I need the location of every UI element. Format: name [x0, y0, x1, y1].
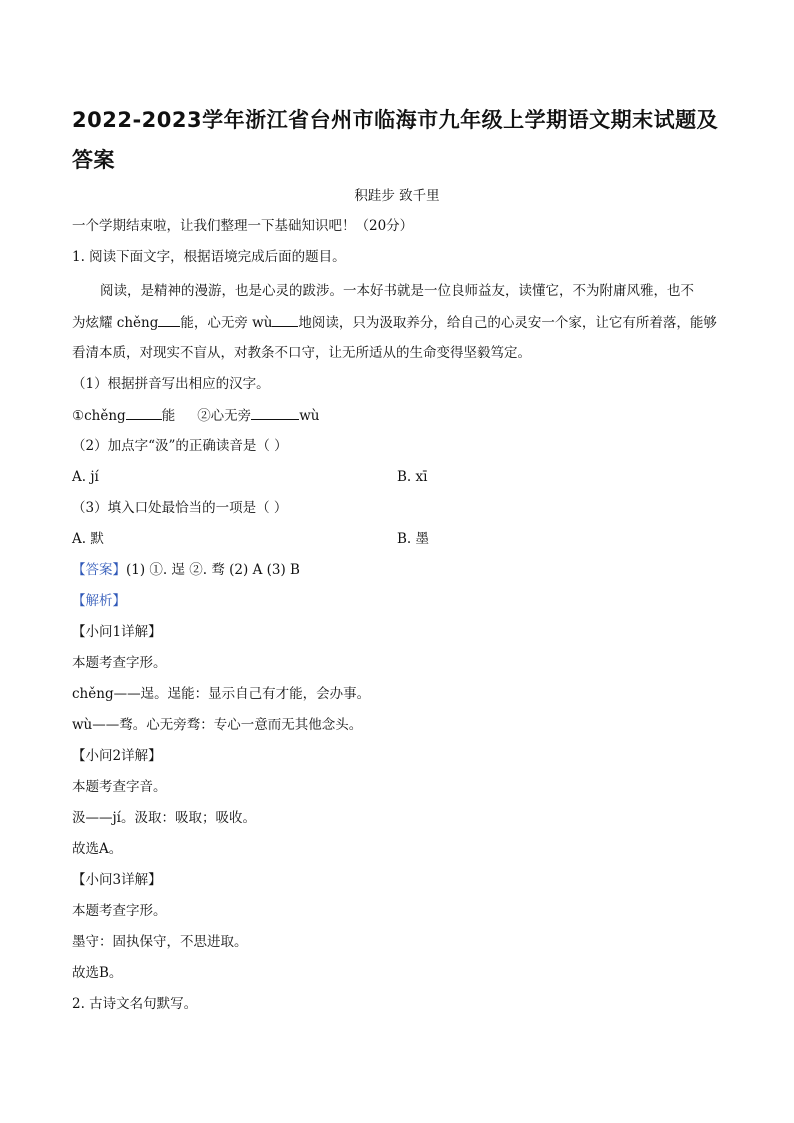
fill-blank-2 — [272, 312, 298, 327]
subtitle: 积跬步 致千里 — [354, 188, 440, 204]
passage-line-1: 阅读，是精神的漫游，也是心灵的跋涉。一本好书就是一位良师益友，读懂它，不为附庸风雅，也不 — [100, 283, 694, 299]
passage-line-2 — [72, 312, 717, 333]
fill-blank-3 — [126, 405, 162, 420]
question-2-prompt: 2. 古诗文名句默写。 — [72, 996, 198, 1012]
part-1-line-1: 本题考查字形。 — [72, 655, 167, 671]
sub-question-3-prompt: （3）填入口处最恰当的一项是（ ） — [72, 500, 288, 516]
answer-text: (1) ①. 逞 ②. 骛 (2) A (3) B — [126, 562, 300, 578]
part-2-line-3: 故选A。 — [72, 841, 123, 857]
page-title: 2022-2023学年浙江省台州市临海市九年级上学期语文期末试题及答案 — [72, 108, 719, 172]
part-3-line-2: 墨守：固执保守，不思进取。 — [72, 934, 248, 950]
fill-blank-1 — [158, 312, 180, 327]
question-1-prompt: 1. 阅读下面文字，根据语境完成后面的题目。 — [72, 249, 346, 265]
sub-question-1-item-b-tail: wù — [299, 408, 320, 424]
sub-question-1-item-a: ①chěng — [72, 408, 126, 424]
part-3-heading: 【小问3详解】 — [72, 872, 162, 888]
answer-label: 【答案】 — [72, 562, 126, 578]
sub-question-3-option-b: B. 墨 — [397, 531, 430, 547]
part-1-heading: 【小问1详解】 — [72, 624, 162, 640]
passage-line-3: 看清本质，对现实不盲从，对教条不口守，让无所适从的生命变得坚毅笃定。 — [72, 345, 531, 361]
part-2-line-1: 本题考查字音。 — [72, 779, 167, 795]
sub-question-1-item-b: ②心无旁 — [197, 408, 252, 424]
part-1-line-3: wù——骛。心无旁骛：专心一意而无其他念头。 — [72, 717, 363, 733]
sub-question-2-prompt: （2）加点字“汲”的正确读音是（ ） — [72, 438, 288, 454]
passage-line-2-part-c: 地阅读，只为汲取养分，给自己的心灵安一个家，让它有所着落，能够 — [298, 315, 717, 331]
part-1-line-2: chěng——逞。逞能：显示自己有才能，会办事。 — [72, 686, 371, 702]
part-2-line-2: 汲——jí。汲取：吸取；吸收。 — [72, 810, 257, 826]
sub-question-2-option-a: A. jí — [72, 469, 99, 485]
answer-line — [72, 560, 300, 580]
analysis-label: 【解析】 — [72, 593, 126, 609]
passage-line-2-part-a: 为炫耀 chěng — [72, 315, 159, 331]
sub-question-1-items — [72, 405, 319, 426]
sub-question-1-item-a-tail: 能 — [161, 408, 176, 424]
part-2-heading: 【小问2详解】 — [72, 748, 162, 764]
intro-text: 一个学期结束啦，让我们整理一下基础知识吧！（20分） — [72, 218, 414, 234]
passage-line-2-part-b: 能，心无旁 wù — [180, 315, 273, 331]
fill-blank-4 — [251, 405, 299, 420]
sub-question-3-option-a: A. 默 — [72, 531, 104, 547]
sub-question-2-option-b: B. xī — [397, 469, 428, 485]
part-3-line-3: 故选B。 — [72, 965, 123, 981]
sub-question-1-prompt: （1）根据拼音写出相应的汉字。 — [72, 376, 270, 392]
part-3-line-1: 本题考查字形。 — [72, 903, 167, 919]
